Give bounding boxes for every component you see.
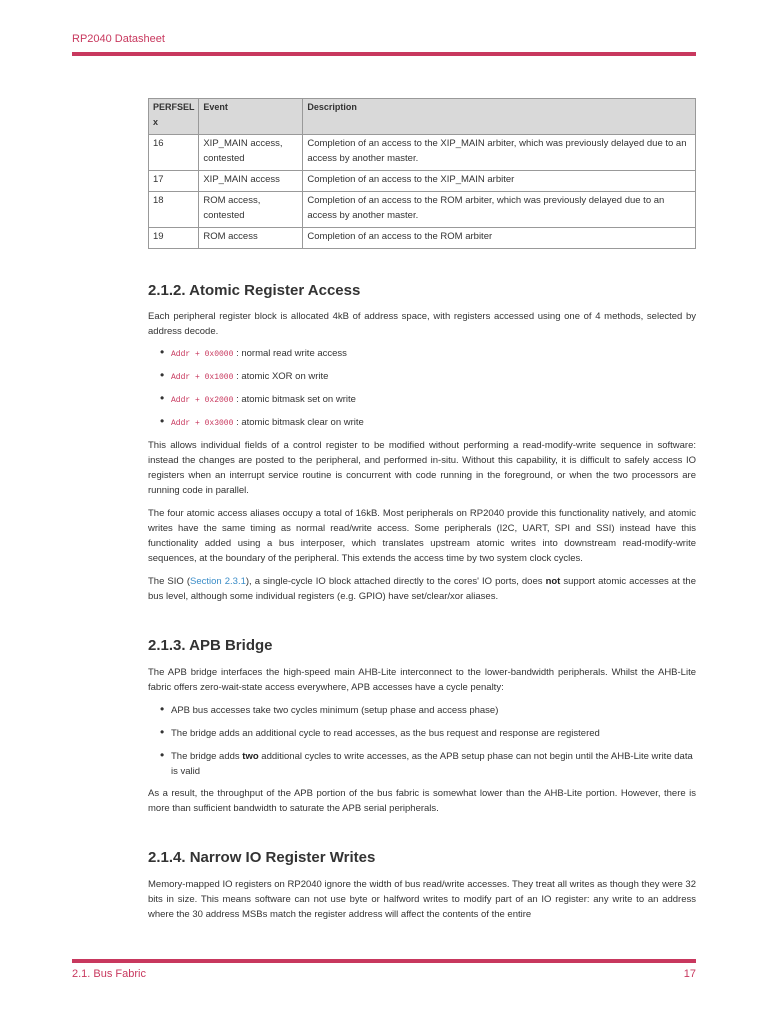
address-code: Addr + 0x1000 bbox=[171, 373, 234, 382]
atomic-paragraph-1: This allows individual fields of a control register to be modified without performing a read-modify-write sequence in software: instead the changes are posted to the peripheral, and performed in-situ. Without this capability, it is difficult to safely access IO registers when an interrupt service routine is concurrent with code running in the foreground, or when the two processors are running code in parallel. bbox=[148, 440, 696, 496]
table-header-row bbox=[149, 99, 696, 135]
table-cell: ROM access, contested bbox=[199, 192, 303, 228]
table-row bbox=[149, 192, 696, 228]
table-cell: Completion of an access to the ROM arbiter, which was previously delayed due to an access by another master. bbox=[303, 192, 696, 228]
table-cell: ROM access bbox=[199, 228, 303, 249]
header-rule bbox=[72, 52, 696, 56]
footer-rule bbox=[72, 959, 696, 963]
address-code: Addr + 0x3000 bbox=[171, 419, 234, 428]
narrow-paragraph: Memory-mapped IO registers on RP2040 ignore the width of bus read/write accesses. They treat all writes as though they were 32 bits in size. This means software can not use byte or halfword writes to modify part of an IO register: any write to an address where the 30 address MSBs match the register address will affect the contents of the entire bbox=[148, 879, 696, 920]
text-span: The SIO ( bbox=[148, 576, 190, 587]
table-cell: 17 bbox=[149, 171, 199, 192]
table-row bbox=[149, 135, 696, 171]
text-span: The bridge adds bbox=[171, 751, 243, 762]
section-heading-narrow: 2.1.4. Narrow IO Register Writes bbox=[148, 849, 376, 866]
table-cell: 18 bbox=[149, 192, 199, 228]
atomic-paragraph-2: The four atomic access aliases occupy a total of 16kB. Most peripherals on RP2040 provide this functionality natively, and atomic writes have the same timing as normal read/write access. Some peripherals (I2C, UART, SPI and SSI) instead have this functionality added using a bus interposer, which translates upstream atomic writes into downstream read-modify-write sequences, at the boundary of the peripheral. This extends the access time by two system clock cycles. bbox=[148, 508, 696, 564]
list-item-text: : atomic bitmask set on write bbox=[236, 394, 356, 405]
address-code: Addr + 0x2000 bbox=[171, 396, 234, 405]
list-item-text: : normal read write access bbox=[236, 348, 347, 359]
text-span: ), a single-cycle IO block attached directly to the cores' IO ports, does bbox=[245, 576, 546, 587]
emphasis-text: two bbox=[242, 751, 259, 762]
list-item-text: : atomic bitmask clear on write bbox=[236, 417, 364, 428]
footer-page-number: 17 bbox=[683, 968, 696, 980]
perfsel-table bbox=[148, 98, 696, 249]
table-cell: Completion of an access to the ROM arbiter bbox=[303, 228, 696, 249]
apb-intro-paragraph: The APB bridge interfaces the high-speed main AHB-Lite interconnect to the lower-bandwidth peripherals. Whilst the AHB-Lite fabric offers zero-wait-state access everywhere, APB accesses have a cycle penalty: bbox=[148, 667, 696, 693]
table-row bbox=[149, 228, 696, 249]
atomic-intro-paragraph: Each peripheral register block is allocated 4kB of address space, with registers accessed using one of 4 methods, selected by address decode. bbox=[148, 311, 696, 337]
section-heading-apb: 2.1.3. APB Bridge bbox=[148, 637, 273, 654]
list-item: • The bridge adds an additional cycle to read accesses, as the bus request and response are registered bbox=[148, 726, 696, 741]
table-header-cell: Event bbox=[199, 99, 303, 135]
table-cell: 19 bbox=[149, 228, 199, 249]
table-cell: Completion of an access to the XIP_MAIN arbiter, which was previously delayed due to an access by another master. bbox=[303, 135, 696, 171]
apb-paragraph: As a result, the throughput of the APB portion of the bus fabric is somewhat lower than the AHB-Lite portion. However, there is more than sufficient bandwidth to saturate the APB serial peripherals. bbox=[148, 788, 696, 814]
text-span: support atomic accesses at the bus level, although some individual registers (e.g. GPIO) have set/clear/xor aliases. bbox=[148, 576, 696, 602]
table-row bbox=[149, 171, 696, 192]
table-header-cell: Description bbox=[303, 99, 696, 135]
section-heading-atomic: 2.1.2. Atomic Register Access bbox=[148, 282, 361, 299]
table-header-cell: PERFSEL x bbox=[149, 99, 199, 135]
emphasis-text: not bbox=[545, 576, 561, 587]
table-cell: 16 bbox=[149, 135, 199, 171]
apb-penalty-list bbox=[148, 703, 696, 779]
list-item bbox=[148, 415, 696, 431]
list-item bbox=[148, 392, 696, 408]
section-link[interactable]: Section 2.3.1 bbox=[190, 576, 246, 587]
list-item: • APB bus accesses take two cycles minimum (setup phase and access phase) bbox=[148, 703, 696, 718]
text-span: additional cycles to write accesses, as the APB setup phase can not begin until the AHB-Lite write data is valid bbox=[171, 751, 693, 777]
table-cell: XIP_MAIN access bbox=[199, 171, 303, 192]
list-item-text: : atomic XOR on write bbox=[236, 371, 329, 382]
footer-section-title: 2.1. Bus Fabric bbox=[72, 968, 146, 980]
atomic-methods-list bbox=[148, 346, 696, 431]
page-header-title: RP2040 Datasheet bbox=[72, 33, 165, 45]
page-content bbox=[148, 98, 696, 922]
table-cell: Completion of an access to the XIP_MAIN arbiter bbox=[303, 171, 696, 192]
list-item bbox=[148, 749, 696, 779]
list-item bbox=[148, 369, 696, 385]
table-cell: XIP_MAIN access, contested bbox=[199, 135, 303, 171]
atomic-paragraph-3 bbox=[148, 574, 696, 604]
address-code: Addr + 0x0000 bbox=[171, 350, 234, 359]
list-item bbox=[148, 346, 696, 362]
